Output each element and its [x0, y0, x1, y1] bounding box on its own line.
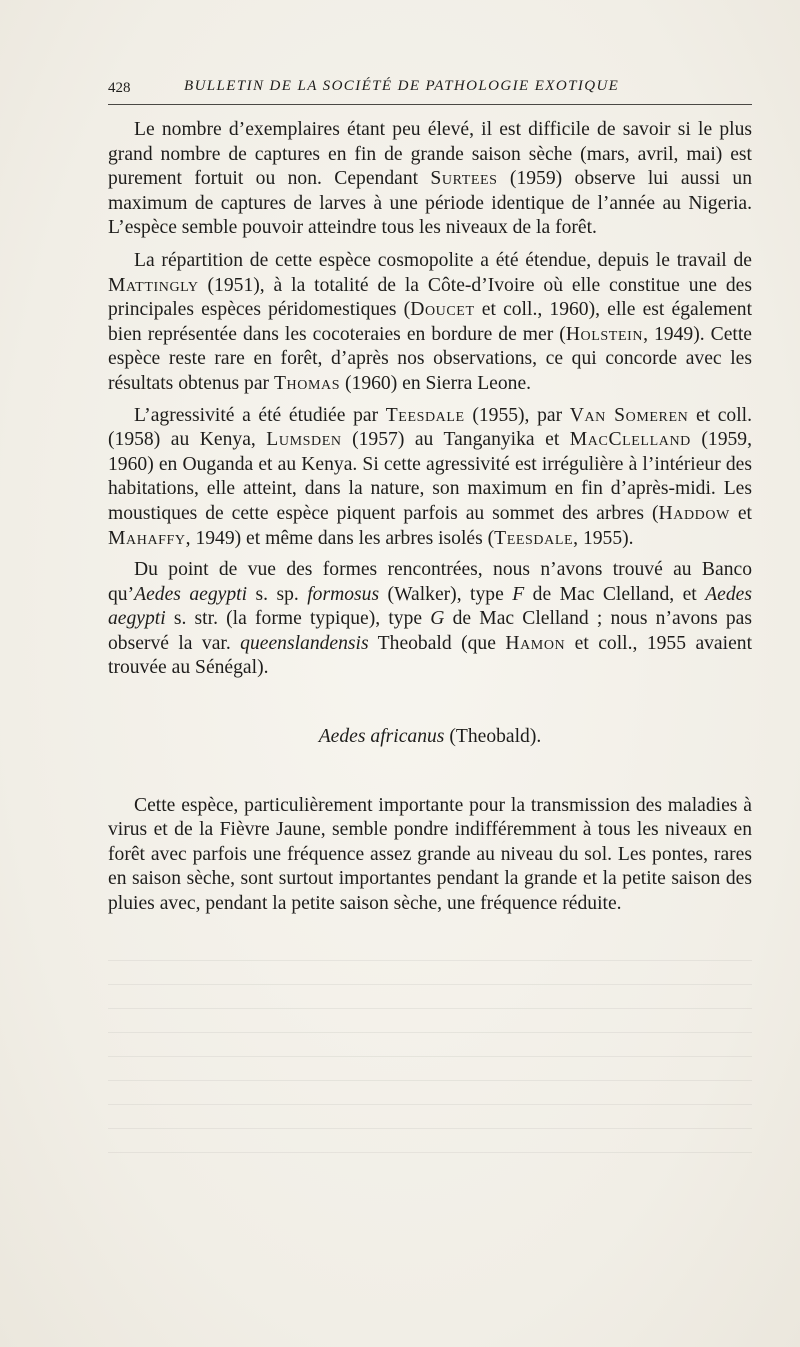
text-run: et	[729, 502, 752, 524]
author-name: Lumsden	[266, 429, 342, 451]
species-name: Aedes aegypti	[134, 583, 248, 605]
type-letter: F	[512, 583, 525, 605]
text-run: La répartition de cette espèce cosmopolite a été étendue, depuis le travail de	[134, 249, 752, 271]
section-species-name: Aedes africanus	[318, 726, 445, 748]
running-title: BULLETIN DE LA SOCIÉTÉ DE PATHOLOGIE EXOTIQUE	[184, 78, 620, 94]
text-run: s. str. (la forme typique), type	[165, 608, 431, 630]
show-through-texture	[108, 960, 752, 1220]
show-through-line	[108, 1008, 752, 1009]
species-name: Aedes aegypti	[108, 583, 752, 630]
text-run: (1955), par	[464, 404, 570, 426]
show-through-line	[108, 1056, 752, 1057]
paragraph-2	[108, 249, 752, 397]
text-run: , 1949) et même dans les arbres isolés (	[185, 527, 495, 549]
variety-name: queenslandensis	[240, 632, 369, 654]
page-header	[108, 78, 752, 104]
text-run: Le nombre d’exemplaires étant peu élevé, il est difficile de savoir si le plus grand nombre de captures en fin de grande saison sèche (mars, avril, mai) est purement fortuit ou non. Cependant	[108, 119, 752, 190]
paragraph-4	[108, 558, 752, 681]
author-name: Thomas	[273, 372, 341, 394]
author-name: Mahaffy	[108, 527, 186, 549]
text-run: et coll. (1958) au Kenya,	[108, 404, 752, 451]
show-through-line	[108, 1128, 752, 1129]
author-name: Hamon	[505, 632, 566, 654]
type-letter: G	[430, 608, 445, 630]
author-name: Doucet	[410, 299, 475, 321]
text-run: et coll., 1955 avaient trouvée au Sénégal).	[108, 632, 753, 679]
section-heading	[108, 725, 752, 750]
show-through-line	[108, 1032, 752, 1033]
text-run: , 1955).	[573, 527, 634, 549]
author-name: Holstein	[565, 323, 644, 345]
show-through-line	[108, 1080, 752, 1081]
text-run: de Mac Clelland ; nous n’avons pas observé la var.	[108, 608, 752, 654]
text-run: (1959) observe lui aussi un maximum de captures de larves à une période identique de l’année au Nigeria. L’espèce semble pouvoir atteindre tous les niveaux de la forêt.	[108, 168, 752, 239]
text-run: (1951), à la totalité de la Côte-d’Ivoire où elle constitue une des principales espèces péridomestiques (	[108, 274, 752, 321]
paragraph-3	[108, 404, 752, 552]
author-name: Surtees	[430, 168, 498, 190]
author-name: Mattingly	[108, 274, 199, 296]
section-author: (Theobald).	[444, 726, 542, 748]
page-number: 428	[108, 80, 131, 96]
show-through-line	[108, 960, 752, 961]
subspecies-name: formosus	[307, 583, 380, 605]
author-name: Teesdale	[494, 527, 574, 549]
text-run: Theobald (que	[368, 632, 506, 654]
author-name: Teesdale	[385, 404, 465, 426]
show-through-line	[108, 1104, 752, 1105]
text-run: (1960) en Sierra Leone.	[340, 372, 532, 394]
text-run: s. sp.	[247, 583, 308, 605]
author-name: Van Someren	[569, 404, 689, 426]
show-through-line	[108, 984, 752, 985]
author-name: MacClelland	[569, 429, 691, 451]
text-run: et coll., 1960), elle est également bien représentée dans les cocoteraies en bordure de mer (	[108, 299, 753, 345]
text-run: (1957) au Tanganyika et	[341, 429, 570, 451]
text-run: , 1949). Cette espèce reste rare en forêt, d’après nos observations, ce qui concorde avec les résultats obtenus par	[108, 323, 752, 394]
show-through-line	[108, 1152, 752, 1153]
header-rule	[108, 104, 752, 105]
text-run: (Walker), type	[379, 583, 513, 605]
paragraph-1	[108, 118, 752, 241]
text-run: L’agressivité a été étudiée par	[134, 404, 386, 426]
text-run: (1959, 1960) en Ouganda et au Kenya. Si cette agressivité est irrégulière à l’intérieur des habitations, elle atteint, dans la nature, son maximum en fin d’après-midi. Les moustiques de cette espèce piquent parfois au sommet des arbres (	[108, 429, 752, 524]
paragraph-5: Cette espèce, particulièrement importante pour la transmission des maladies à virus et de la Fièvre Jaune, semble pondre indifféremment à tous les niveaux en forêt avec parfois une fréquence assez grande au niveau du sol. Les pontes, rares en saison sèche, sont surtout importantes pendant la grande et la petite saison des pluies avec, pendant la petite saison sèche, une fréquence réduite.	[108, 794, 752, 915]
article-body	[108, 118, 752, 924]
author-name: Haddow	[658, 502, 730, 524]
text-run: de Mac Clelland, et	[524, 583, 706, 605]
text-run: Du point de vue des formes rencontrées, nous n’avons trouvé au Banco qu’	[108, 559, 752, 605]
